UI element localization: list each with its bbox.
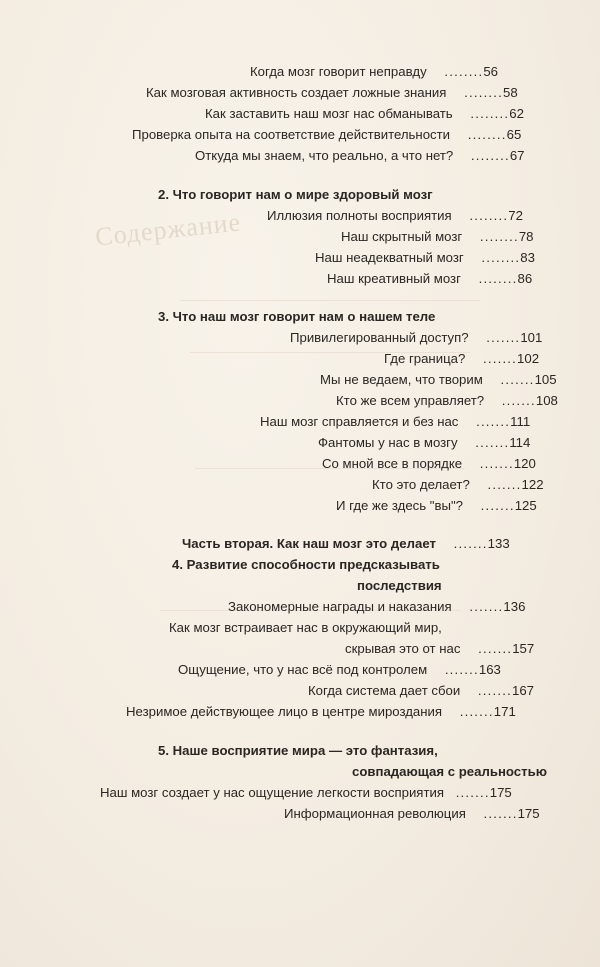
toc-entry: Иллюзия полноты восприятия ........72 — [267, 208, 523, 223]
toc-entry: скрывая это от нас .......157 — [345, 641, 535, 656]
toc-entry: Привилегированный доступ? .......101 — [290, 330, 543, 345]
toc-entry: Проверка опыта на соответствие действительности ........65 — [132, 127, 522, 142]
toc-entry: Мы не ведаем, что творим .......105 — [320, 372, 557, 387]
chapter-heading: последствия — [357, 578, 442, 593]
chapter-heading: 2. Что говорит нам о мире здоровый мозг — [158, 187, 433, 202]
chapter-heading: 4. Развитие способности предсказывать — [172, 557, 440, 572]
toc-entry: Незримое действующее лицо в центре мироздания .......171 — [126, 704, 516, 719]
part-heading: Часть вторая. Как наш мозг это делает .......133 — [182, 536, 510, 551]
toc-entry: Наш креативный мозг ........86 — [327, 271, 533, 286]
toc-entry: Откуда мы знаем, что реально, а что нет? ........67 — [195, 148, 525, 163]
toc-entry: Как мозговая активность создает ложные знания ........58 — [146, 85, 518, 100]
toc-entry: Как заставить наш мозг нас обманывать ........62 — [205, 106, 524, 121]
toc-entry: Когда система дает сбои .......167 — [308, 683, 534, 698]
toc-entry: Со мной все в порядке .......120 — [322, 456, 536, 471]
toc-entry: Кто же всем управляет? .......108 — [336, 393, 558, 408]
toc-entry: Наш скрытный мозг ........78 — [341, 229, 534, 244]
toc-entry: Фантомы у нас в мозгу .......114 — [318, 435, 531, 450]
toc-entry: Как мозг встраивает нас в окружающий мир, — [169, 620, 442, 635]
show-through-text: Содержание — [93, 207, 243, 252]
toc-entry: Закономерные награды и наказания .......136 — [228, 599, 526, 614]
toc-entry: Когда мозг говорит неправду ........56 — [250, 64, 498, 79]
chapter-heading: совпадающая с реальностью — [352, 764, 547, 779]
toc-entry: Наш мозг создает у нас ощущение легкости восприятия .......175 — [100, 785, 512, 800]
chapter-heading: 3. Что наш мозг говорит нам о нашем теле — [158, 309, 436, 324]
chapter-heading: 5. Наше восприятие мира — это фантазия, — [158, 743, 438, 758]
toc-entry: Наш мозг справляется и без нас .......111 — [260, 414, 531, 429]
toc-entry: Ощущение, что у нас всё под контролем .......163 — [178, 662, 501, 677]
toc-entry: И где же здесь "вы"? .......125 — [336, 498, 537, 513]
toc-entry: Кто это делает? .......122 — [372, 477, 544, 492]
toc-entry: Наш неадекватный мозг ........83 — [315, 250, 535, 265]
toc-entry: Где граница? .......102 — [384, 351, 540, 366]
toc-entry: Информационная революция .......175 — [284, 806, 540, 821]
